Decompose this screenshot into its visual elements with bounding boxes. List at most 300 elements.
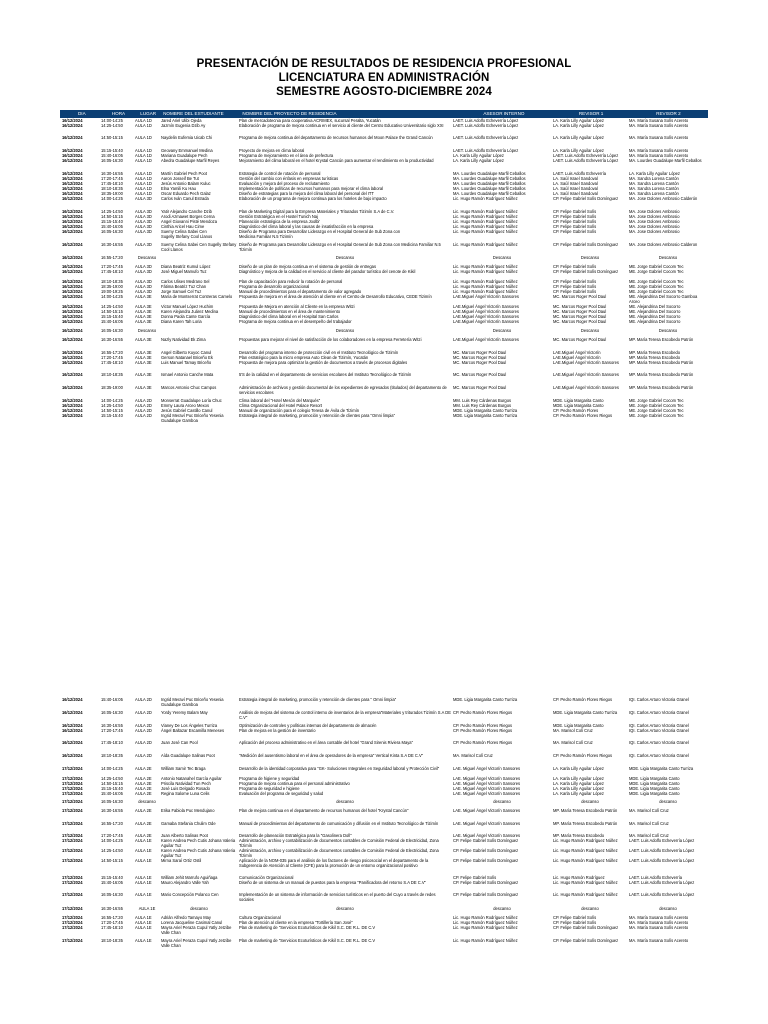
reviewer-2-cell: ME. Jorge Gabriel Cocom Tec (629, 264, 684, 269)
reviewer-2-cell: MDE. Ligia Margarita Canto (629, 776, 680, 781)
day-cell: 17/12/2024 (62, 875, 83, 880)
internal-advisor-cell: LAE. Miguel Ángel Victorín Sansores (453, 791, 521, 796)
break-row (60, 799, 708, 804)
day-cell: 16/12/2024 (62, 697, 83, 702)
time-cell: 14:00-14:25 (101, 838, 123, 843)
project-cell: Plan de mercadotecnia para cooperativa ACRIMEX, sucursal Peralta, Yucatán (239, 118, 381, 123)
project-cell: Diseño de un plan de mejora continua en el sistema de gestión de entregas (239, 264, 377, 269)
internal-advisor-cell: LAET. Luis Adolfo Echeverría López (453, 123, 519, 128)
reviewer-1-cell: LA. Karla Lilly Aguilar López (553, 786, 604, 791)
table-header (60, 110, 708, 118)
internal-advisor-cell: MA. Lourdes Guadalupe Marfil Ceballos (453, 186, 526, 191)
day-cell: 16/12/2024 (62, 135, 83, 140)
day-cell: 17/12/2024 (62, 799, 83, 804)
project-cell: "Medición del ausentismo laboral en el área de operadores de la empresa" Vertical Kinta S.A DE C.V" (239, 753, 424, 758)
reviewer-2-cell: MP. María Teresa Escobedo Patrón (629, 337, 694, 342)
table-row (60, 385, 708, 395)
day-cell: 16/12/2024 (62, 118, 83, 123)
project-cell: Programa de mejora continua del departamento de recursos humanos del Moon Palace the Grand Cancún (239, 135, 433, 140)
table-row (60, 123, 708, 133)
reviewer-1-cell: Lic. Hugo Ramón Rodríguez Núñez (553, 838, 618, 843)
student-cell: Lorena Jacqueline Casimal Canul (161, 920, 223, 925)
reviewer-2-cell: LA. Karla Lilly Aguilar López (629, 171, 680, 176)
day-cell: 16/12/2024 (62, 723, 83, 728)
place-cell: AULA 3E (135, 304, 152, 309)
reviewer-1-cell: CP. Felipe Gabriel Solís (553, 264, 597, 269)
project-cell: Medicina Familiar N.5 Tizimín (239, 234, 293, 239)
table-row (60, 821, 708, 831)
student-cell: William Samir Tec Braga (161, 766, 206, 771)
project-cell: Plan de Marketing Digital para la Empresa Materiales y Triturados Tizimín S.A de C.V. (239, 209, 395, 214)
reviewer-2-cell: IQI. Carlos Arturo Victoria Granel (629, 697, 689, 702)
place-cell: AULA 2D (135, 740, 152, 745)
internal-advisor-cell: Lic. Hugo Ramón Rodríguez Núñez (453, 224, 518, 229)
reviewer-1-cell: MA. Marisol Colí Cruz (553, 740, 593, 745)
reviewer-2-cell: ME. Jorge Gabriel Cocom Tec (629, 279, 684, 284)
reviewer-2-cell: MA. Sandra Lorena Cantón (629, 186, 679, 191)
reviewer-1-cell: Lic. Hugo Ramón Rodríguez Núñez (553, 858, 618, 863)
place-cell: Descanso (137, 328, 157, 333)
internal-advisor-cell: CP. Pedro Ramón Flores Riegos (453, 728, 513, 733)
reviewer-1-cell: LA. Karla Lilly Aguilar López (553, 776, 604, 781)
reviewer-1-cell: CP. Felipe Gabriel Solís (553, 209, 597, 214)
project-cell: Gestión del cambio con énfasis en empresas turísticas (239, 176, 339, 181)
time-cell: 14:00-14:25 (101, 196, 123, 201)
student-cell: Cinthia Aricel Hau Cime (161, 224, 205, 229)
reviewer-1-cell: MDE. Ligia Margarita Canto Turriza (553, 710, 618, 715)
project-cell: Programa de seguridad e higiene (239, 786, 300, 791)
document-title: PRESENTACIÓN DE RESULTADOS DE RESIDENCIA PROFESIONAL (196, 58, 572, 70)
student-cell: Martín Gabriel Pech Poot (161, 171, 207, 176)
time-cell: 16:55-17:20 (101, 350, 123, 355)
internal-advisor-cell: descanso (493, 799, 511, 804)
reviewer-1-cell: LAET. Luis Adolfo Echeverría López (553, 153, 619, 158)
table-row (60, 791, 708, 796)
reviewer-1-cell: LAE.Miguel Ángel Victorín Sansores (553, 372, 619, 377)
day-cell: 16/12/2024 (62, 413, 83, 418)
place-cell: AULA 1E (135, 920, 152, 925)
student-cell: Karen Andrea Pech Cutis Johana Valeria Aguilar Tuz (161, 838, 236, 848)
table-row (60, 360, 708, 370)
student-cell: Elna Yamili Ku Hau (161, 186, 196, 191)
internal-advisor-cell: Lic. Hugo Ramón Rodríguez Núñez (453, 279, 518, 284)
project-cell: descanso (336, 906, 354, 911)
place-cell: AULA 1E (138, 906, 156, 911)
student-cell: Luis Manuel Tamay Briceño (161, 360, 212, 365)
reviewer-2-cell: ME. Alejandrina Del Socorro (629, 304, 681, 309)
day-cell: 16/12/2024 (62, 209, 83, 214)
reviewer-2-cell: MA. Jose Dolores Ambrosio Calderón (629, 196, 698, 201)
student-cell: Adrián Alfredo Tamayo May (161, 915, 211, 920)
project-cell: Optimización de controles y políticas internas del departamento de almacén (239, 723, 377, 728)
internal-advisor-cell: LAET. Luis Adolfo Echeverría López (453, 118, 519, 123)
internal-advisor-cell: LAET. Luis Adolfo Echeverría López (453, 148, 519, 153)
reviewer-2-cell: MA. Jose Dolores Ambrosio Calderon (629, 242, 698, 247)
table-row (60, 242, 708, 252)
reviewer-2-cell: LAET. Luis Adolfo Echeverría (629, 875, 683, 880)
place-cell: AULA 2D (135, 403, 152, 408)
place-cell: AULA 2E (135, 776, 152, 781)
time-cell: 15:15-15:40 (101, 786, 123, 791)
day-cell: 16/12/2024 (62, 171, 83, 176)
internal-advisor-cell: LAE. Miguel Ángel Victorín Sansores (453, 821, 521, 826)
time-cell: 15:40-16:05 (101, 153, 123, 158)
internal-advisor-cell: LA. Karla Lilly Aguilar López (453, 158, 504, 163)
place-cell: AULA 3E (135, 314, 152, 319)
reviewer-1-cell: LAE.Miguel Ángel Victorín (553, 350, 601, 355)
table-row (60, 158, 708, 168)
reviewer-2-cell: ME. Alejandrina Del Socorro (629, 314, 681, 319)
project-cell: Gestión Estratégica en el Hostel Tunich Naj (239, 214, 318, 219)
place-cell: AULA 1E (135, 875, 152, 880)
project-cell: Aplicación de la NOM-035 para el análisis de los factores de riesgo psicosocial en el departamento de la Subgerencia de Atención al Cliente (CFE) para la promoción de un entorno organizacional positivo (239, 858, 429, 868)
reviewer-2-cell: MA. Marisol Colí Cruz (629, 821, 669, 826)
project-cell: Elaboración de un programa de mejora continua para los hoteles de bajo impacto (239, 196, 387, 201)
project-cell: Plan de capacitación para reducir la rotación de personal (239, 279, 343, 284)
time-cell: 16:30-16:55 (101, 337, 123, 342)
student-cell: Juan Alberto Salinas Poot (161, 833, 208, 838)
project-cell: Programa de higiene y seguridad (239, 776, 300, 781)
reviewer-1-cell: CP. Felipe Gabriel Solís (553, 214, 597, 219)
time-cell: 15:15-15:40 (101, 413, 123, 418)
day-cell: 16/12/2024 (62, 181, 83, 186)
reviewer-2-cell: ME. Jorge Gabriel Cocom Tec (629, 284, 684, 289)
project-cell: Programa de desarrollo organizacional (239, 284, 310, 289)
project-cell: Comunicación Organizacional (239, 875, 294, 880)
internal-advisor-cell: MM. Luis Rey Cárdenas Burgos (453, 398, 512, 403)
internal-advisor-cell: MC. Marcos Roger Pool Daul (453, 385, 507, 390)
day-cell: 16/12/2024 (62, 294, 83, 299)
time-cell: 15:15-15:40 (101, 148, 123, 153)
table-row (60, 848, 708, 858)
reviewer-2-cell: descanso (659, 799, 677, 804)
place-cell: AULA 2D (135, 413, 152, 418)
reviewer-1-cell: Lic. Hugo Ramón Rodríguez Núñez (553, 880, 618, 885)
project-cell: Clima Organizacional del Hotel Palace Resort (239, 403, 323, 408)
reviewer-1-cell: MC. Marcos Roger Pool Daul (553, 309, 607, 314)
time-cell: 18:10-18:35 (101, 753, 123, 758)
student-cell: Jorge Samuel Cel Tuz (161, 289, 202, 294)
place-cell: AULA 3E (135, 350, 152, 355)
time-cell: 14:25-14:50 (101, 776, 123, 781)
day-cell: 17/12/2024 (62, 892, 83, 897)
reviewer-2-cell: ME. Jorge Gabriel Cocom Tec (629, 289, 684, 294)
internal-advisor-cell: CP. Pedro Ramón Flores Riegos (453, 710, 513, 715)
student-cell: Nazly Natividad Ek Zima (161, 337, 206, 342)
project-cell: Propuestas para mejorar el nivel de satisfacción de los colaboradores en la empresa Ferretería Witzi (239, 337, 422, 342)
time-cell: 18:35-19:00 (101, 191, 123, 196)
internal-advisor-cell: Lic. Hugo Ramón Rodríguez Núñez (453, 242, 518, 247)
place-cell: AULA 3D (135, 229, 152, 234)
place-cell: AULA 1E (135, 858, 152, 863)
student-cell: Mariana Guadalupe Pech (161, 153, 208, 158)
place-cell: AULA 2E (135, 786, 152, 791)
project-cell: descanso (336, 799, 354, 804)
internal-advisor-cell: Lic. Hugo Ramón Rodríguez Núñez (453, 209, 518, 214)
time-cell: 18:10-18:35 (101, 938, 123, 943)
time-cell: 16:05-16:30 (101, 328, 123, 333)
student-cell: Priscila Natividad Tun Pech (161, 781, 211, 786)
internal-advisor-cell: descanso (493, 906, 511, 911)
day-cell: 16/12/2024 (62, 753, 83, 758)
student-cell: Mario Concepción Polanco Cen (161, 892, 219, 897)
project-cell: Plan de mejora en la gestión de inventario (239, 728, 316, 733)
day-cell: 16/12/2024 (62, 148, 83, 153)
day-cell: 16/12/2024 (62, 408, 83, 413)
place-cell: AULA 3D (135, 279, 152, 284)
reviewer-2-cell: IQI. Carlos Arturo Victoria Granel (629, 710, 689, 715)
student-cell: Victor Manuel López Huchim (161, 304, 214, 309)
reviewer-2-cell: ME. Jorge Gabriel Cocom Tec (629, 269, 684, 274)
reviewer-1-cell: LA. Saúl Israel Sandoval (553, 181, 598, 186)
student-cell: Ismael Antonio Canche Mata (161, 372, 214, 377)
place-cell: AULA 1D (135, 191, 152, 196)
reviewer-2-cell: LAET. Luis Adolfo Echeverría López (629, 892, 695, 897)
internal-advisor-cell: Lic. Hugo Ramón Rodríguez Núñez (453, 938, 518, 943)
day-cell: 17/12/2024 (62, 821, 83, 826)
project-cell: Cultura Organizacional (239, 915, 281, 920)
reviewer-1-cell: Descanso (580, 255, 600, 260)
table-body (60, 697, 708, 948)
time-cell: 16:30-16:55 (101, 723, 123, 728)
project-cell: Diagnóstico del clima laboral y las causas de insatisfacción en la empresa (239, 224, 374, 229)
table-row (60, 753, 708, 763)
place-cell: AULA 3E (135, 385, 152, 390)
table-row (60, 135, 708, 145)
time-cell: 17:20-17:45 (101, 264, 123, 269)
time-cell: 14:50-15:15 (101, 408, 123, 413)
reviewer-1-cell: LA. Karla Lilly Aguilar López (553, 118, 604, 123)
reviewer-1-cell: MC. Marcos Roger Pool Daul (553, 314, 607, 319)
project-cell: Desarrollo de la identidad corporativa para "GK- Soluciones Integrales en Seguridad laboral y Protección Civil" (239, 766, 440, 771)
internal-advisor-cell: MC. Marcos Roger Pool Daul (453, 372, 507, 377)
table-row (60, 269, 708, 279)
day-cell: 16/12/2024 (62, 269, 83, 274)
place-cell: AULA 1D (135, 153, 152, 158)
time-cell: 14:50-15:15 (101, 135, 123, 140)
reviewer-1-cell: CP. Felipe Gabriel Solís Domínguez (553, 269, 619, 274)
day-cell: 16/12/2024 (62, 153, 83, 158)
internal-advisor-cell: Lic. Hugo Ramón Rodríguez Núñez (453, 196, 518, 201)
student-cell: Monserrat Guadalupe Loría Chuc (161, 398, 222, 403)
time-cell: 18:10-18:35 (101, 186, 123, 191)
project-cell: Plan de mejora continua en el departamento de recursos humanos del hotel "Krystal Cancún" (239, 808, 409, 813)
day-cell: 16/12/2024 (62, 289, 83, 294)
day-cell: 16/12/2024 (62, 123, 83, 128)
internal-advisor-cell: MA. Lourdes Guadalupe Marfil Ceballos (453, 181, 526, 186)
internal-advisor-cell: MM. Luis Rey Cárdenas Burgos (453, 403, 512, 408)
place-cell: AULA 3E (135, 319, 152, 324)
place-cell: AULA 3E (135, 294, 152, 299)
project-cell: Elaboración de programa de mejora continua en el servicio al cliente del Centro Educativo Universitario siglo XXI (239, 123, 444, 128)
time-cell: 14:50-15:15 (101, 781, 123, 786)
place-cell: AULA 1E (135, 892, 152, 897)
internal-advisor-cell: LAE. Miguel Ángel Victorín Sansores (453, 776, 521, 781)
student-cell: Angel Gilberto Kuyoc Canul (161, 350, 212, 355)
time-cell: 16:55-17:20 (101, 821, 123, 826)
reviewer-1-cell: MDE. Ligia Margarita Canto (553, 398, 604, 403)
reviewer-2-cell: MA. María Susana Solís Acereto (629, 118, 689, 123)
table-row (60, 234, 708, 239)
reviewer-1-cell: CP. Felipe Gabriel Solís (553, 915, 597, 920)
time-cell: 18:10-18:35 (101, 279, 123, 284)
program-title: LICENCIATURA EN ADMINISTRACIÓN (278, 72, 490, 84)
table-row (60, 196, 708, 206)
internal-advisor-cell: Lic. Hugo Ramón Rodríguez Núñez (453, 269, 518, 274)
place-cell: AULA 1E (135, 880, 152, 885)
project-cell: Manual de procedimientos para el departamento de valor agregado (239, 289, 362, 294)
student-cell: Naydelin Eufemia Uicab Chi (161, 135, 212, 140)
reviewer-1-cell: CP. Felipe Gabriel Solís (553, 289, 597, 294)
project-cell: Evaluación del programa de seguridad y salud (239, 791, 324, 796)
place-cell: AULA 1E (135, 925, 152, 930)
internal-advisor-cell: CP. Pedro Ramón Flores Riegos (453, 723, 513, 728)
internal-advisor-cell: MDE. Ligia Margarita Canto Turriza (453, 697, 518, 702)
student-cell: Jared Ariel Ulibi Ojeda (161, 118, 202, 123)
student-cell: Karen Andrea Pech Cutis Johana Valeria Aguilar Tuz (161, 848, 236, 858)
reviewer-1-cell: LA. Saúl Israel Sandoval (553, 176, 598, 181)
project-cell: Planeación estratégica de la empresa Joolbi' (239, 219, 321, 224)
time-cell: 15:40-16:05 (101, 224, 123, 229)
time-cell: 18:35-19:00 (101, 284, 123, 289)
project-cell: Aplicación del proceso administrativo en el área contable del hotel "Grand Sirenis Riviera Maya" (239, 740, 414, 745)
reviewer-2-cell: ME. Jorge Gabriel Cocom Tec (629, 408, 684, 413)
place-cell: AULA 1D (135, 176, 152, 181)
reviewer-1-cell: Lic. Hugo Ramón Rodríguez Núñez (553, 892, 618, 897)
project-cell: Manual de organización para el colegio Teresa de Ávila de Tizimín (239, 408, 360, 413)
place-cell: AULA 2D (135, 723, 152, 728)
student-cell: Oscar Eduardo Pech Galaz (161, 191, 211, 196)
time-cell: 17:20-17:45 (101, 355, 123, 360)
student-cell: Yordy Yeremy Balam May (161, 710, 208, 715)
place-cell: AULA 2E (135, 808, 152, 813)
place-cell: AULA 3D (135, 214, 152, 219)
reviewer-1-cell: MP. María Teresa Escobedo Patrón (553, 821, 618, 826)
student-cell: José Miguel Mamufo Tuz (161, 269, 207, 274)
student-cell: Donna Paola Cante García (161, 314, 211, 319)
internal-advisor-cell: Lic. Hugo Ramón Rodríguez Núñez (453, 920, 518, 925)
reviewer-2-cell: Descanso (658, 328, 678, 333)
day-cell: 16/12/2024 (62, 219, 83, 224)
project-cell: Administración, archivo y contabilización de documentos contables de Comisión Federal de Electricidad, Zona Tizimín (239, 848, 439, 858)
reviewer-2-cell: MP. María Teresa Escobedo Patrón (629, 360, 694, 365)
internal-advisor-cell: CP. Felipe Gabriel Solís Domínguez (453, 892, 519, 897)
reviewer-1-cell: CP. Felipe Gabriel Solís Domínguez (553, 938, 619, 943)
project-cell: Desarrollo del programa interno de protección civil en el Instituto Tecnológico de Tizimín (239, 350, 399, 355)
project-cell: Programa de mejora continua en el desempeño del trabajador (239, 319, 352, 324)
table-row (60, 319, 708, 324)
day-cell: 16/12/2024 (62, 242, 83, 247)
internal-advisor-cell: MC. Marcos Roger Pool Daul (453, 350, 507, 355)
reviewer-1-cell: CP. Felipe Gabriel Solís Domínguez (553, 196, 619, 201)
table-row (60, 925, 708, 935)
table-row (60, 697, 708, 707)
project-cell: Proyecto de mejora en clima laboral (239, 148, 305, 153)
internal-advisor-cell: Lic. Hugo Ramón Rodríguez Núñez (453, 214, 518, 219)
reviewer-2-cell: ME. Jorge Gabriel Cocom Tec (629, 398, 684, 403)
reviewer-2-cell: MA. Jose Dolores Ambrosio (629, 209, 680, 214)
table-row (60, 808, 708, 818)
student-cell: Suemy Celina Sabei Cen Sugelly Stefany Cool Llanos (161, 242, 237, 252)
place-cell: AULA 1D (135, 181, 152, 186)
day-cell: 16/12/2024 (62, 319, 83, 324)
day-cell: 16/12/2024 (62, 314, 83, 319)
schedule-table-page-2 (60, 697, 708, 948)
reviewer-2-cell: MA. María Susana Solís Acereto (629, 915, 689, 920)
internal-advisor-cell: LAE.Miguel Ángel Victorín Sansores (453, 314, 519, 319)
reviewer-1-cell: Lic. Hugo Ramón Rodríguez (553, 875, 605, 880)
reviewer-1-cell: CP. Felipe Gabriel Solís Domínguez (553, 925, 619, 930)
reviewer-2-cell: ME. Jorge Gabriel Cocom Tec (629, 403, 684, 408)
internal-advisor-cell: LAE. Miguel Ángel Victorín Sansores (453, 766, 521, 771)
reviewer-2-cell: LAET. Luis Adolfo Echeverría López (629, 838, 695, 843)
internal-advisor-cell: MA. Lourdes Guadalupe Marfil Ceballos (453, 176, 526, 181)
place-cell: AULA 3D (135, 209, 152, 214)
reviewer-2-cell: MDE. Ligia Margarita Canto Turriza (629, 766, 694, 771)
reviewer-1-cell: MA. Marisol Colí Cruz (553, 728, 593, 733)
student-cell: Mayra Ariel Peraza Cupul Yatly Jetzibe Valle Chan (161, 925, 232, 935)
reviewer-2-cell: ME. Alejandrina Del Socorro Gamboa Arceo (629, 294, 698, 304)
project-cell: Mejoramiento del clima laboral en el hotel Krystal Cancún para aumentar el rendimiento en la productividad (239, 158, 434, 163)
student-cell: Aída Guadalupe Salinas Poot (161, 753, 215, 758)
place-cell: AULA 1E (135, 848, 152, 853)
day-cell: 16/12/2024 (62, 710, 83, 715)
time-cell: 14:50-15:15 (101, 858, 123, 863)
table-row (60, 294, 708, 304)
reviewer-1-cell: LAE.Miguel Ángel Victorín (553, 355, 601, 360)
time-cell: 17:20-17:45 (101, 728, 123, 733)
student-cell: Angel Giovanni Pisté Mendoza (161, 219, 217, 224)
project-cell: Desarrollo de planeación Estratégica para la "Gasolinera Doll" (239, 833, 352, 838)
place-cell: AULA 2E (135, 766, 152, 771)
place-cell: AULA 2E (135, 791, 152, 796)
internal-advisor-cell: LAE.Miguel Ángel Victorín Sansores (453, 337, 519, 342)
day-cell: 16/12/2024 (62, 196, 83, 201)
reviewer-2-cell: MA. María Susana Solís Acereto (629, 123, 689, 128)
project-cell: Diseño de Programa para Desarrollar Liderazgo en el Hospital General de Sub Zona con Medicina Familiar N.5 Tizimín (239, 242, 441, 252)
day-cell: 16/12/2024 (62, 229, 83, 234)
time-cell: 18:35-19:00 (101, 385, 123, 390)
schedule-table-page-1 (60, 110, 708, 423)
reviewer-1-cell: LAE.Miguel Ángel Victorín Sansores (553, 385, 619, 390)
time-cell: 15:15-15:40 (101, 314, 123, 319)
project-cell: Diseño de un sistema de un manual de puestos para la empresa "Panificadora del retorno S.A DE C.V" (239, 880, 427, 885)
place-cell: AULA 2D (135, 697, 152, 702)
reviewer-2-cell: MDE. Ligia Margarita Canto (629, 786, 680, 791)
time-cell: 17:20-17:45 (101, 176, 123, 181)
time-cell: 16:55-17:20 (101, 255, 123, 260)
header-reviewer-2: REVISOR 2 (656, 111, 681, 116)
time-cell: 17:20-17:45 (101, 920, 123, 925)
day-cell: 16/12/2024 (62, 214, 83, 219)
project-cell: Estrategia integral de marketing, promoción y retención de clientes para " Omni limpia" (239, 697, 397, 702)
table-row (60, 938, 708, 948)
place-cell: AULA 3D (135, 242, 152, 247)
time-cell: 15:40-16:05 (101, 319, 123, 324)
student-cell: Gerson Natanael Briceño Ek (161, 355, 213, 360)
reviewer-1-cell: LA. Karla Lilly Aguilar López (553, 781, 604, 786)
time-cell: 16:05-16:30 (101, 158, 123, 163)
time-cell: 19:00-19:25 (101, 289, 123, 294)
day-cell: 17/12/2024 (62, 925, 83, 930)
student-cell: Aaron Josseif Be Tut (161, 176, 199, 181)
reviewer-2-cell: MA. María Susana Solís Acereto (629, 135, 689, 140)
day-cell: 17/12/2024 (62, 808, 83, 813)
internal-advisor-cell: MA. Lourdes Guadalupe Marfil Ceballos (453, 191, 526, 196)
reviewer-2-cell: MA. Jose Dolores Ambrosio (629, 219, 680, 224)
day-cell: 16/12/2024 (62, 385, 83, 390)
reviewer-1-cell: CP. Felipe Gabriel Solís (553, 219, 597, 224)
